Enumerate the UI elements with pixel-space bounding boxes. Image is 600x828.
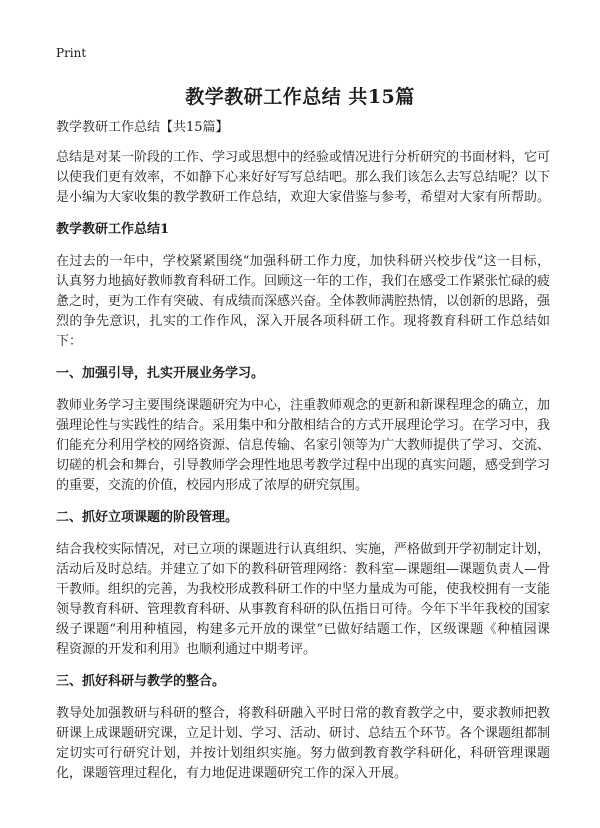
section-heading-1: 一、加强引导，扎实开展业务学习。	[56, 366, 265, 381]
section-body-3: 教导处加强教研与科研的整合，将教科研融入平时日常的教育教学之中，要求教师把教研课上成课题研究课，立足计划、学习、活动、研讨、总结五个环节。各个课题组都制定切实可行研究计划，并按计划组织实施。努力做到教育教学科研化，科研管理课题化，课题管理过程化，有力地促进课题研究工作的深入开展。	[56, 706, 551, 781]
section-body-1: 教师业务学习主要围绕课题研究为中心，注重教师观念的更新和新课程理念的确立，加强理论性与实践性的结合。采用集中和分散相结合的方式开展理论学习。在学习中，我们能充分利用学校的网络资源、信息传输、名家引领等为广大教师提供了学习、交流、切磋的机会和舞台，引导教师学会理性地思考教学过程中出现的真实问题，感受到学习的重要，交流的价值，校园内形成了浓厚的研究氛围。	[56, 398, 551, 493]
article-heading: 教学教研工作总结1	[56, 222, 170, 237]
document-subtitle: 教学教研工作总结【共15篇】	[56, 120, 229, 135]
article-intro-paragraph: 在过去的一年中，学校紧紧围绕“加强科研工作力度，加快科研兴校步伐”这一目标，认真努力地搞好教师教育科研工作。回顾这一年的工作，我们在感受工作紧张忙碌的疲惫之时，更为工作有突破、有成绩而深感兴奋。全体教师满腔热情，以创新的思路，强烈的争先意识，扎实的工作作风，深入开展各项科研工作。现将教育科研工作总结如下：	[56, 254, 551, 349]
section-heading-3: 三、抓好科研与教学的整合。	[56, 674, 226, 689]
document-title: 教学教研工作总结 共15篇	[185, 86, 415, 108]
intro-paragraph: 总结是对某一阶段的工作、学习或思想中的经验或情况进行分析研究的书面材料，它可以使我们更有效率，不如静下心来好好写写总结吧。那么我们该怎么去写总结呢？以下是小编为大家收集的教学教研工作总结，欢迎大家借鉴与参考，希望对大家有所帮助。	[56, 150, 551, 205]
section-body-2: 结合我校实际情况，对已立项的课题进行认真组织、实施，严格做到开学初制定计划，活动后及时总结。并建立了如下的教科研管理网络：教科室—课题组—课题负责人—骨干教师。组织的完善，为我校形成教科研工作的中坚力量成为可能，使我校拥有一支能领导教育科研、管理教育科研、从事教育科研的队伍指日可待。今年下半年我校的国家级子课题“利用种植园，构建多元开放的课堂”已做好结题工作，区级课题《种植园课程资源的开发和利用》也顺利通过中期考评。	[56, 542, 551, 657]
print-link[interactable]: Print	[56, 46, 87, 60]
section-heading-2: 二、抓好立项课题的阶段管理。	[56, 510, 239, 525]
document-body	[56, 118, 550, 796]
